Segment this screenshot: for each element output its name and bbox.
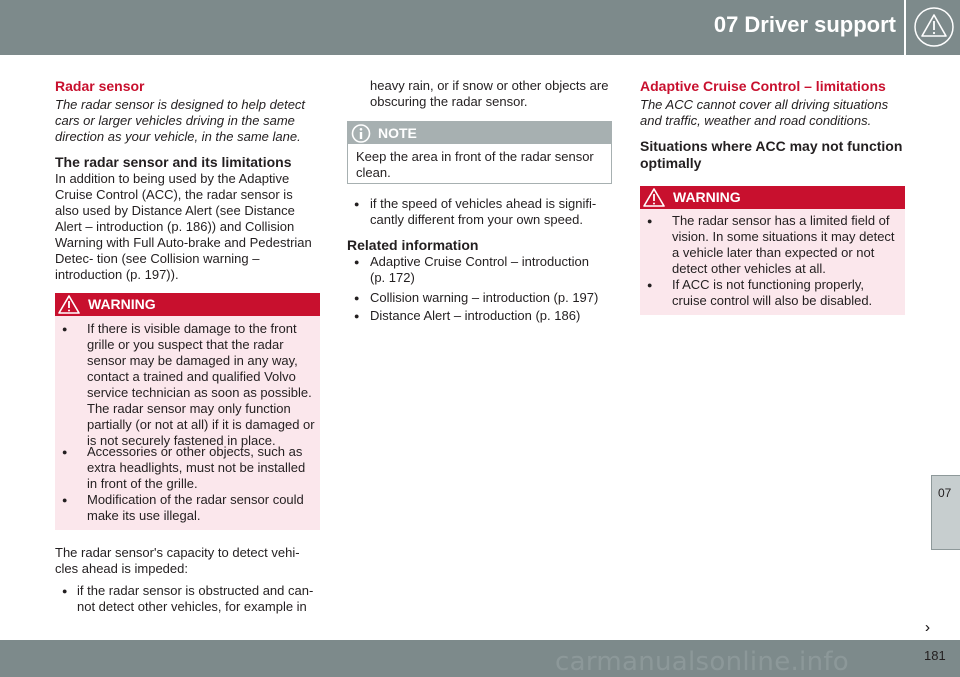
related-link-text[interactable]: Distance Alert – introduction (p. 186) [370,308,581,323]
radar-intro: The radar sensor is designed to help detect cars or larger vehicles driving in the same direction as your vehicle, in the same lane. [55,97,306,144]
acc-intro: The ACC cannot cover all driving situations and traffic, weather and road conditions. [640,97,889,128]
warning-triangle-icon [913,6,955,48]
bullet-icon: ● [62,495,68,505]
warning-box-radar [55,293,320,530]
bullet-icon: ● [62,324,68,334]
capacity-text: The radar sensor's capacity to detect vehi- cles ahead is impeded: [55,545,300,576]
related-link-text[interactable]: Adaptive Cruise Control – introduction (p. 172) [370,254,589,285]
note-text: Keep the area in front of the radar sensor clean. [356,149,594,180]
warning-header [640,186,905,209]
bullet-icon: ● [354,311,360,321]
note-label: NOTE [378,125,417,141]
page-number: 181 [924,648,946,663]
chapter-title: 07 Driver support [713,12,896,37]
bullet-icon: ● [62,586,68,596]
bullet-icon: ● [647,216,653,226]
impeded-continuation: heavy rain, or if snow or other objects are obscuring the radar sensor. [370,78,609,109]
warning-item-text: The radar sensor has a limited field of vision. In some situations it may detect a vehicle later than expected or not detect other vehicles at all. [672,213,895,276]
impeded-item-text: if the speed of vehicles ahead is signifi- cantly different from your own speed. [370,196,597,227]
page-header [0,0,960,55]
watermark: carmanualsonline.info [555,647,850,677]
related-information-heading: Related information [347,237,479,253]
bullet-icon: ● [354,293,360,303]
bullet-icon: ● [354,257,360,267]
warning-header [55,293,320,316]
warning-item-text: If ACC is not functioning properly, cruise control will also be disabled. [672,277,873,308]
section-title-acc-limitations: Adaptive Cruise Control – limitations [640,78,886,94]
info-icon [351,124,371,144]
bullet-icon: ● [62,447,68,457]
warning-box-acc [640,186,905,315]
header-icon-box [904,0,960,55]
related-link-text[interactable]: Collision warning – introduction (p. 197) [370,290,599,305]
note-header [348,122,611,144]
warning-item-text: Accessories or other objects, such as extra headlights, must not be installed in front of the grille. [87,444,306,491]
bullet-icon: ● [354,199,360,209]
warning-icon [58,295,80,314]
section-title-radar-sensor: Radar sensor [55,78,145,94]
chapter-side-tab-label: 07 [938,486,952,500]
chapter-side-tab[interactable] [931,475,960,550]
limitations-body: In addition to being used by the Adaptive Cruise Control (ACC), the radar sensor is also used by Distance Alert (see Distance Alert – introduction (p. 186)) and Collision Warning with Full Auto-brake and Pedestrian Detec- tion (see Collision warning – introduction (p. 197)). [55,171,312,282]
warning-label: WARNING [673,189,741,205]
note-box [347,121,612,184]
impeded-item-text: if the radar sensor is obstructed and can- not detect other vehicles, for example in [77,583,314,614]
limitations-heading: The radar sensor and its limitations [55,154,292,170]
warning-item-text: If there is visible damage to the front grille or you suspect that the radar sensor may be damaged in any way, contact a trained and qualified Volvo service technician as soon as possible. The radar sensor may only function partially (or not at all) if it is damaged or is not securely fastened in place. [87,321,315,448]
acc-situations-heading: Situations where ACC may not function optimally [640,138,903,171]
warning-item-text: Modification of the radar sensor could make its use illegal. [87,492,304,523]
warning-icon [643,188,665,207]
bullet-icon: ● [647,280,653,290]
warning-label: WARNING [88,296,156,312]
